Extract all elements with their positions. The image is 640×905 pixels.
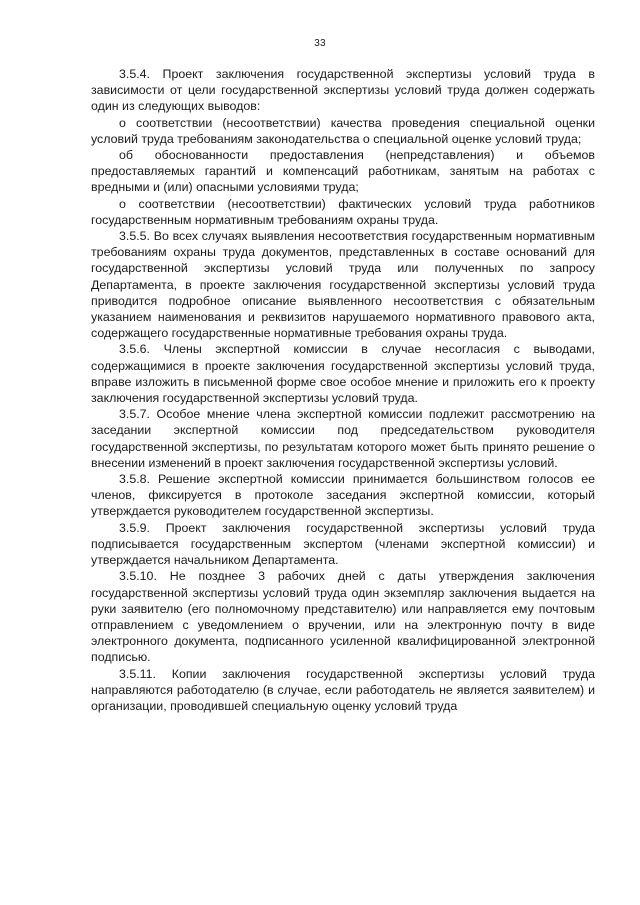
paragraph-3-5-6: 3.5.6. Члены экспертной комиссии в случае несогласия с выводами, содержащимися в проекте заключения государственной экспертизы условий труда, вправе изложить в письменной форме свое особое мнение и приложить его к проекту заключения государственной экспертизы условий труда. (91, 342, 595, 406)
paragraph-3-5-10: 3.5.10. Не позднее 3 рабочих дней с даты утверждения заключения государственной экспертизы условий труда один экземпляр заключения выдается на руки заявителю (его полномочному представителю) или направляется ему почтовым отправлением с уведомлением о вручении, или на электронную почту в виде электронного документа, подписанного усиленной квалифицированной электронной подписью. (91, 569, 595, 665)
paragraph-3-5-4: 3.5.4. Проект заключения государственной экспертизы условий труда в зависимости от цели государственной экспертизы условий труда должен содержать один из следующих выводов: (91, 67, 595, 114)
document-body (91, 66, 595, 714)
paragraph-3-5-5: 3.5.5. Во всех случаях выявления несоответствия государственным нормативным требованиям охраны труда документов, представленных в составе оснований для государственной экспертизы условий труда или полученных по запросу Департамента, в проекте заключения государственной экспертизы условий труда приводится подробное описание выявленного несоответствия с обязательным указанием наименования и реквизитов нарушаемого нормативного правового акта, содержащего государственные нормативные требования охраны труда. (91, 229, 595, 341)
paragraph-3-5-8: 3.5.8. Решение экспертной комиссии принимается большинством голосов ее членов, фиксируется в протоколе заседания экспертной комиссии, который утверждается руководителем государственной экспертизы. (91, 472, 595, 519)
paragraph-3-5-7: 3.5.7. Особое мнение члена экспертной комиссии подлежит рассмотрению на заседании экспертной комиссии под председательством руководителя государственной экспертизы, по результатам которого может быть принято решение о внесении изменений в проект заключения государственной экспертизы условий. (91, 407, 595, 470)
list-item-conditions: о соответствии (несоответствии) фактических условий труда работников государственным нормативным требованиям охраны труда. (91, 196, 595, 227)
page-number: 33 (314, 38, 326, 49)
list-item-quality: о соответствии (несоответствии) качества проведения специальной оценки условий труда требованиям законодательства о специальной оценке условий труда; (91, 115, 595, 146)
paragraph-3-5-11: 3.5.11. Копии заключения государственной экспертизы условий труда направляются работодателю (в случае, если работодатель не является заявителем) и организации, проводившей специальную оценку условий труда (91, 666, 595, 713)
list-item-guarantees: об обоснованности предоставления (непредставления) и объемов предоставляемых гарантий и компенсаций работникам, занятым на работах с вредными и (или) опасными условиями труда; (91, 148, 595, 195)
paragraph-3-5-9: 3.5.9. Проект заключения государственной экспертизы условий труда подписывается государственным экспертом (членами экспертной комиссии) и утверждается начальником Департамента. (91, 520, 595, 568)
